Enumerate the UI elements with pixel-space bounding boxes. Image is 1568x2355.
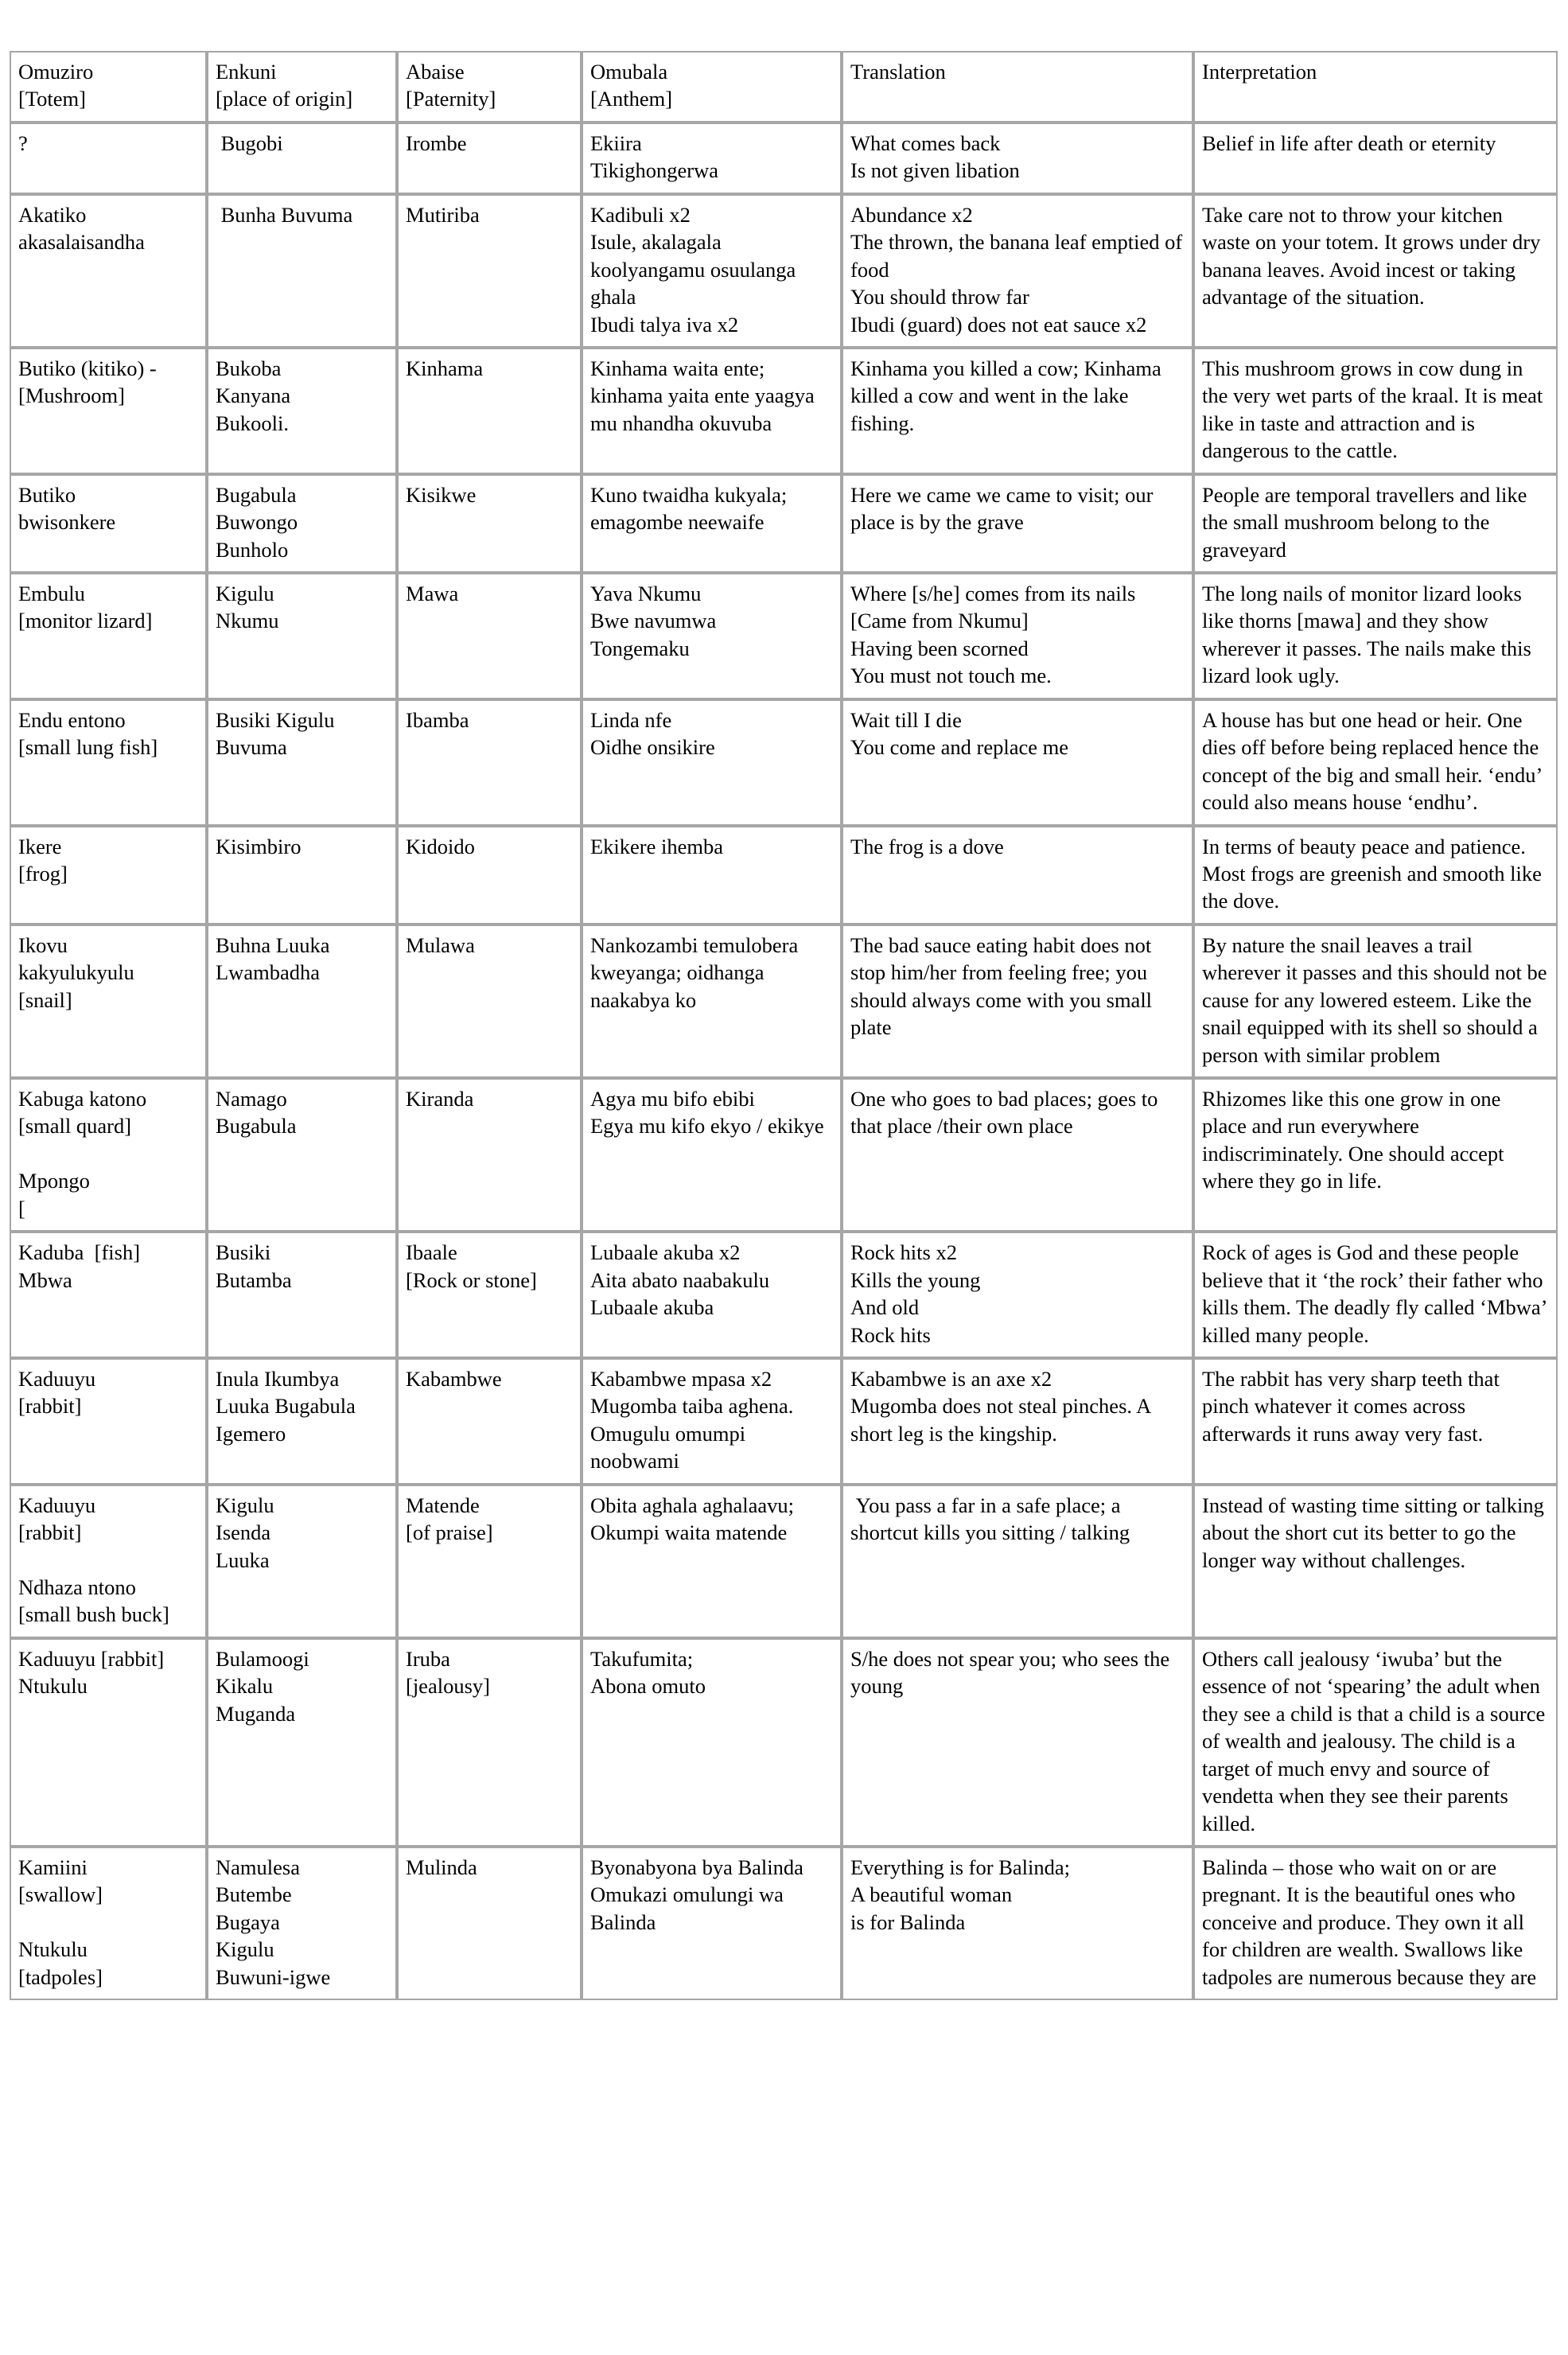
cell-totem [10,194,207,348]
cell-anthem-line: Linda nfe [590,707,672,732]
cell-anthem-line: Ekikere ihemba [590,834,724,858]
cell-translation-line: Ibudi (guard) does not eat sauce x2 [850,312,1147,337]
table-row [10,573,1558,699]
cell-anthem-line: Omukazi omulungi wa Balinda [590,1882,789,1934]
cell-totem [10,699,207,826]
cell-anthem [582,924,842,1078]
cell-totem [10,924,207,1078]
cell-totem-line: akasalaisandha [18,230,145,255]
table-row [10,1232,1558,1358]
cell-origin-line: Busiki Kigulu [216,707,335,732]
cell-anthem-line: Yava Nkumu [590,582,702,605]
table-row [10,699,1558,826]
cell-origin-line: Kigulu [216,1493,274,1517]
column-header-totem-line2: [Totem] [18,87,86,111]
cell-totem-line: Ntukulu [18,1674,88,1699]
cell-paternity-line: [jealousy] [406,1674,490,1699]
cell-origin-line: Butamba [216,1267,292,1292]
cell-totem-line: Kaduba [fish] [18,1240,141,1265]
cell-totem-line [18,1547,199,1574]
cell-totem-line: Kamiini [18,1855,88,1879]
cell-interpretation [1193,474,1558,573]
cell-origin [207,1638,397,1847]
cell-origin-line: Bugabula [216,1114,297,1139]
cell-totem-line: bwisonkere [18,510,116,535]
table-row [10,123,1558,194]
cell-origin-line: Namago [216,1087,287,1111]
table-body [10,123,1558,2000]
cell-paternity-line: Kiranda [406,1087,474,1111]
cell-anthem-line: Mugomba taiba aghena. Omugulu omumpi noobwami [590,1394,799,1473]
cell-anthem-line: Byonabyona bya Balinda [590,1855,803,1879]
cell-totem [10,1847,207,2000]
cell-anthem-line: Ibudi talya iva x2 [590,312,739,337]
cell-interpretation [1193,699,1558,826]
cell-origin-line: Muganda [216,1701,296,1726]
cell-anthem [582,123,842,194]
cell-anthem-line: Isule, akalagala koolyangamu osuulanga ghala [590,230,801,309]
cell-translation-line: Rock hits [850,1322,931,1347]
cell-translation [842,1638,1193,1847]
cell-interpretation-line: A house has but one head or heir. One dies off before being replaced hence the concept of the big and small heir. ‘endu’ could also means house ‘endhu’. [1202,707,1547,815]
cell-paternity-line: Mutiriba [406,202,480,227]
cell-anthem-line: Okumpi waita matende [590,1520,788,1545]
cell-totem-line: [small quard] [18,1114,132,1139]
cell-origin [207,1232,397,1358]
cell-origin-line: Buvuma [216,735,287,760]
cell-translation-line: Kabambwe is an axe x2 [850,1366,1052,1391]
cell-origin-line: Isenda [216,1520,271,1545]
cell-paternity [397,924,582,1078]
cell-translation [842,1232,1193,1358]
cell-interpretation [1193,826,1558,924]
cell-totem [10,1232,207,1358]
cell-interpretation-line: Others call jealousy ‘iwuba’ but the essence of not ‘spearing’ the adult when they see a child is that a child is a source of wealth and jealousy. The child is a target of much envy and source of vendetta when they see their parents killed. [1202,1646,1550,1835]
cell-paternity-line: Ibaale [406,1240,457,1265]
cell-totem [10,1638,207,1847]
table-header-row [10,51,1558,123]
cell-origin-line: Bukooli. [216,411,290,435]
cell-anthem-line: Tikighongerwa [590,158,718,183]
cell-interpretation-line: Rhizomes like this one grow in one place and run everywhere indiscriminately. One should accept where they go in life. [1202,1087,1510,1193]
cell-totem-line: [ [18,1196,25,1220]
cell-paternity-line: Iruba [406,1646,450,1671]
cell-interpretation [1193,1358,1558,1485]
cell-anthem-line: Kinhama waita ente; kinhama yaita ente yaagya mu nhandha okuvuba [590,356,820,435]
cell-origin-line: Luuka Bugabula [216,1394,356,1419]
column-header-paternity-line2: [Paternity] [406,87,496,111]
column-header-origin-line1: Enkuni [216,60,277,84]
cell-interpretation-line: By nature the snail leaves a trail wherever it passes and this should not be cause for any lowered esteem. Like the snail equipped with its shell so should a person with similar problem [1202,932,1553,1067]
cell-origin-line: Bukoba [216,356,282,380]
cell-totem-line: Ikere [18,834,62,858]
cell-paternity-line: [of praise] [406,1520,493,1545]
cell-totem-line: Akatiko [18,202,87,227]
cell-anthem [582,573,842,699]
cell-origin-line: Igemero [216,1421,286,1446]
cell-translation-line: Kinhama you killed a cow; Kinhama killed a cow and went in the lake fishing. [850,356,1167,435]
column-header-origin [207,51,397,123]
cell-totem [10,826,207,924]
cell-anthem-line: Oidhe onsikire [590,735,715,760]
cell-anthem [582,1847,842,2000]
cell-anthem-line: Abona omuto [590,1674,706,1699]
cell-paternity [397,474,582,573]
cell-origin-line: Buhna Luuka [216,932,330,957]
cell-translation-line: The bad sauce eating habit does not stop him/her from feeling free; you should always come with you small plate [850,932,1158,1040]
cell-translation-line: Having been scorned [850,636,1029,660]
cell-anthem-line: Agya mu bifo ebibi [590,1087,755,1111]
cell-anthem [582,1078,842,1232]
column-header-anthem-line2: [Anthem] [590,87,673,111]
cell-totem-line: Ndhaza ntono [18,1575,136,1599]
cell-origin-line: Butembe [216,1882,292,1907]
cell-totem-line: Ikovu [18,932,68,957]
cell-origin-line: Kigulu [216,582,274,605]
table-row [10,826,1558,924]
cell-translation-line: You should throw far [850,285,1029,309]
cell-interpretation [1193,123,1558,194]
cell-anthem-line: Tongemaku [590,636,690,660]
cell-anthem [582,1358,842,1485]
cell-totem [10,573,207,699]
table-row [10,194,1558,348]
cell-translation-line: A beautiful woman [850,1882,1013,1907]
table-row [10,1358,1558,1485]
cell-translation-line: One who goes to bad places; goes to that place /their own place [850,1087,1163,1139]
cell-anthem-line: Lubaale akuba x2 [590,1240,741,1265]
cell-origin-line: Bugabula [216,482,297,507]
cell-totem-line: Butiko [18,482,76,507]
cell-anthem-line: Nankozambi temulobera kweyanga; oidhanga naakabya ko [590,932,803,1012]
cell-totem-line [18,1140,199,1167]
cell-origin-line: Bugaya [216,1909,280,1934]
cell-origin [207,474,397,573]
cell-origin [207,924,397,1078]
cell-origin-line: Bunholo [216,537,289,562]
cell-origin-line: Bulamoogi [216,1646,309,1671]
cell-translation-line: You come and replace me [850,735,1068,760]
cell-totem-line: Embulu [18,582,85,605]
cell-anthem-line: Kabambwe mpasa x2 [590,1366,772,1391]
cell-translation [842,1358,1193,1485]
cell-translation-line: The frog is a dove [850,834,1004,858]
cell-origin-line: Buwongo [216,510,298,535]
cell-totem-line: ? [18,130,28,155]
cell-interpretation [1193,1485,1558,1638]
cell-translation-line: You pass a far in a safe place; a shortcut kills you sitting / talking [850,1493,1130,1545]
cell-totem-line: Kabuga katono [18,1087,147,1111]
cell-paternity-line: Kisikwe [406,482,477,507]
cell-paternity [397,826,582,924]
cell-totem [10,348,207,474]
cell-origin [207,1078,397,1232]
cell-totem-line: Butiko (kitiko) - [18,356,157,380]
cell-anthem [582,348,842,474]
column-header-interpretation [1193,51,1558,123]
cell-paternity-line: Irombe [406,130,467,155]
cell-totem-line: [frog] [18,861,68,886]
cell-interpretation-line: Rock of ages is God and these people believe that it ‘the rock’ their father who kills them. The deadly fly called ‘Mbwa’ killed many people. [1202,1240,1552,1347]
cell-origin-line: Kanyana [216,383,291,408]
cell-totem [10,1358,207,1485]
cell-interpretation-line: Balinda – those who wait on or are pregnant. It is the beautiful ones who conceive and produce. They own it all for children are wealth. Swallows like tadpoles are numerous because they are [1202,1855,1537,1989]
cell-origin-line: Buwuni-igwe [216,1964,331,1989]
cell-anthem-line: Bwe navumwa [590,609,717,633]
cell-paternity [397,194,582,348]
cell-paternity [397,1638,582,1847]
cell-translation-line: You must not touch me. [850,664,1052,688]
column-header-paternity-line1: Abaise [406,60,465,84]
cell-origin [207,826,397,924]
column-header-anthem-line1: Omubala [590,60,668,84]
column-header-translation-line1: Translation [850,60,946,84]
table-row [10,348,1558,474]
cell-paternity-line: Mawa [406,582,459,605]
cell-anthem [582,1485,842,1638]
cell-origin [207,123,397,194]
cell-paternity [397,1847,582,2000]
cell-interpretation-line: The rabbit has very sharp teeth that pinch whatever it comes across afterwards it runs away very fast. [1202,1366,1505,1446]
cell-paternity-line: Matende [406,1493,480,1517]
cell-totem-line: kakyulukyulu [18,960,134,985]
cell-paternity [397,699,582,826]
cell-anthem [582,1232,842,1358]
cell-interpretation [1193,1078,1558,1232]
cell-translation [842,1847,1193,2000]
cell-anthem-line: Lubaale akuba [590,1295,714,1320]
cell-translation [842,194,1193,348]
cell-translation-line: is for Balinda [850,1909,966,1934]
cell-interpretation-line: People are temporal travellers and like the small mushroom belong to the graveyard [1202,482,1532,562]
cell-paternity [397,1485,582,1638]
cell-totem-line: [tadpoles] [18,1964,103,1989]
cell-paternity-line: Mulinda [406,1855,477,1879]
cell-interpretation [1193,348,1558,474]
cell-interpretation-line: Instead of wasting time sitting or talking about the short cut its better to go the longer way without challenges. [1202,1493,1550,1572]
cell-origin-line: Inula Ikumbya [216,1366,340,1391]
cell-origin [207,348,397,474]
column-header-interpretation-line1: Interpretation [1202,60,1317,84]
cell-totem-line: Mbwa [18,1267,72,1292]
cell-paternity-line: Kinhama [406,356,484,380]
cell-anthem-line: Kuno twaidha kukyala; emagombe neewaife [590,482,792,535]
cell-origin-line: Busiki [216,1240,271,1265]
cell-translation-line: What comes back [850,130,1001,155]
cell-paternity [397,1358,582,1485]
cell-totem-line: [rabbit] [18,1394,82,1419]
cell-translation-line: Wait till I die [850,707,962,732]
cell-translation [842,699,1193,826]
cell-paternity-line: Ibamba [406,707,469,732]
cell-paternity [397,348,582,474]
cell-translation [842,348,1193,474]
cell-translation-line: Is not given libation [850,158,1020,183]
cell-origin [207,573,397,699]
column-header-origin-line2: [place of origin] [216,87,353,111]
cell-totem-line: [Mushroom] [18,383,125,408]
cell-interpretation-line: In terms of beauty peace and patience. Most frogs are greenish and smooth like the dove. [1202,834,1547,913]
cell-totem [10,1485,207,1638]
table-header [10,51,1558,123]
cell-totem-line: Ntukulu [18,1937,88,1962]
cell-anthem-line: Kadibuli x2 [590,202,691,227]
cell-translation [842,924,1193,1078]
cell-translation-line: Everything is for Balinda; [850,1855,1070,1879]
table-row [10,1485,1558,1638]
cell-totem-line: [small lung fish] [18,735,158,760]
cell-interpretation [1193,573,1558,699]
cell-interpretation [1193,1638,1558,1847]
cell-paternity-line: Kidoido [406,834,475,858]
cell-totem-line: Kaduuyu [rabbit] [18,1646,165,1671]
cell-anthem [582,474,842,573]
cell-totem-line: Kaduuyu [18,1366,96,1391]
cell-paternity [397,123,582,194]
cell-paternity-line: [Rock or stone] [406,1267,537,1292]
column-header-paternity [397,51,582,123]
cell-origin [207,194,397,348]
cell-origin [207,1847,397,2000]
cell-totem-line [18,1909,199,1936]
cell-paternity [397,573,582,699]
cell-anthem-line: Aita abato naabakulu [590,1267,770,1292]
cell-totem-line: [snail] [18,987,72,1012]
cell-anthem [582,194,842,348]
cell-translation-line: Mugomba does not steal pinches. A short leg is the kingship. [850,1394,1156,1446]
cell-totem-line: Endu entono [18,707,126,732]
cell-interpretation [1193,194,1558,348]
cell-origin-line: Bugobi [216,130,283,155]
cell-translation-line: Rock hits x2 [850,1240,957,1265]
cell-translation [842,1078,1193,1232]
cell-totem-line: [monitor lizard] [18,609,153,633]
table-row [10,1847,1558,2000]
cell-origin-line: Kisimbiro [216,834,302,858]
cell-translation-line: Kills the young [850,1267,981,1292]
cell-anthem-line: Takufumita; [590,1646,694,1671]
cell-origin-line: Nkumu [216,609,279,633]
cell-translation [842,826,1193,924]
cell-paternity-line: Kabambwe [406,1366,502,1391]
cell-translation [842,1485,1193,1638]
cell-interpretation [1193,1232,1558,1358]
cell-anthem-line: Ekiira [590,130,642,155]
cell-translation-line: Abundance x2 [850,202,973,227]
cell-origin-line: Namulesa [216,1855,300,1879]
cell-origin-line: Kigulu [216,1937,274,1962]
cell-interpretation [1193,924,1558,1078]
cell-translation-line: Here we came we came to visit; our place is by the grave [850,482,1159,535]
cell-totem [10,474,207,573]
cell-paternity [397,1078,582,1232]
cell-translation-line: S/he does not spear you; who sees the young [850,1646,1175,1699]
cell-origin-line: Kikalu [216,1674,274,1699]
cell-anthem [582,1638,842,1847]
cell-translation [842,123,1193,194]
cell-translation [842,474,1193,573]
cell-translation-line: Where [s/he] comes from its nails [850,582,1136,605]
table-row [10,1638,1558,1847]
cell-totem-line: [swallow] [18,1882,103,1907]
cell-paternity-line: Mulawa [406,932,475,957]
cell-translation-line: And old [850,1295,920,1320]
cell-translation [842,573,1193,699]
cell-origin-line: Bunha Buvuma [216,202,353,227]
cell-origin [207,699,397,826]
cell-totem [10,1078,207,1232]
cell-interpretation [1193,1847,1558,2000]
cell-interpretation-line: The long nails of monitor lizard looks like thorns [mawa] and they show wherever it passes. The nails make this lizard look ugly. [1202,582,1537,688]
totem-table [10,51,1558,2000]
column-header-anthem [582,51,842,123]
cell-origin-line: Lwambadha [216,960,320,985]
cell-totem [10,123,207,194]
column-header-translation [842,51,1193,123]
cell-anthem [582,826,842,924]
cell-translation-line: [Came from Nkumu] [850,609,1029,633]
cell-totem-line: [rabbit] [18,1520,82,1545]
cell-interpretation-line: Belief in life after death or eternity [1202,130,1496,155]
cell-totem-line: Kaduuyu [18,1493,96,1517]
cell-interpretation-line: Take care not to throw your kitchen waste on your totem. It grows under dry banana leaves. Avoid incest or taking advantage of the situation. [1202,202,1547,309]
cell-interpretation-line: This mushroom grows in cow dung in the very wet parts of the kraal. It is meat like in taste and attraction and is dangerous to the cattle. [1202,356,1548,463]
cell-anthem-line: Obita aghala aghalaavu; [590,1493,795,1517]
cell-totem-line: Mpongo [18,1169,90,1193]
cell-anthem [582,699,842,826]
cell-anthem-line: Egya mu kifo ekyo / ekikye [590,1114,824,1139]
cell-origin [207,1358,397,1485]
table-row [10,924,1558,1078]
cell-paternity [397,1232,582,1358]
cell-origin-line: Luuka [216,1547,270,1572]
table-row [10,1078,1558,1232]
cell-totem-line: [small bush buck] [18,1602,169,1627]
cell-translation-line: The thrown, the banana leaf emptied of food [850,230,1188,282]
cell-origin [207,1485,397,1638]
column-header-totem [10,51,207,123]
table-row [10,474,1558,573]
column-header-totem-line1: Omuziro [18,60,94,84]
